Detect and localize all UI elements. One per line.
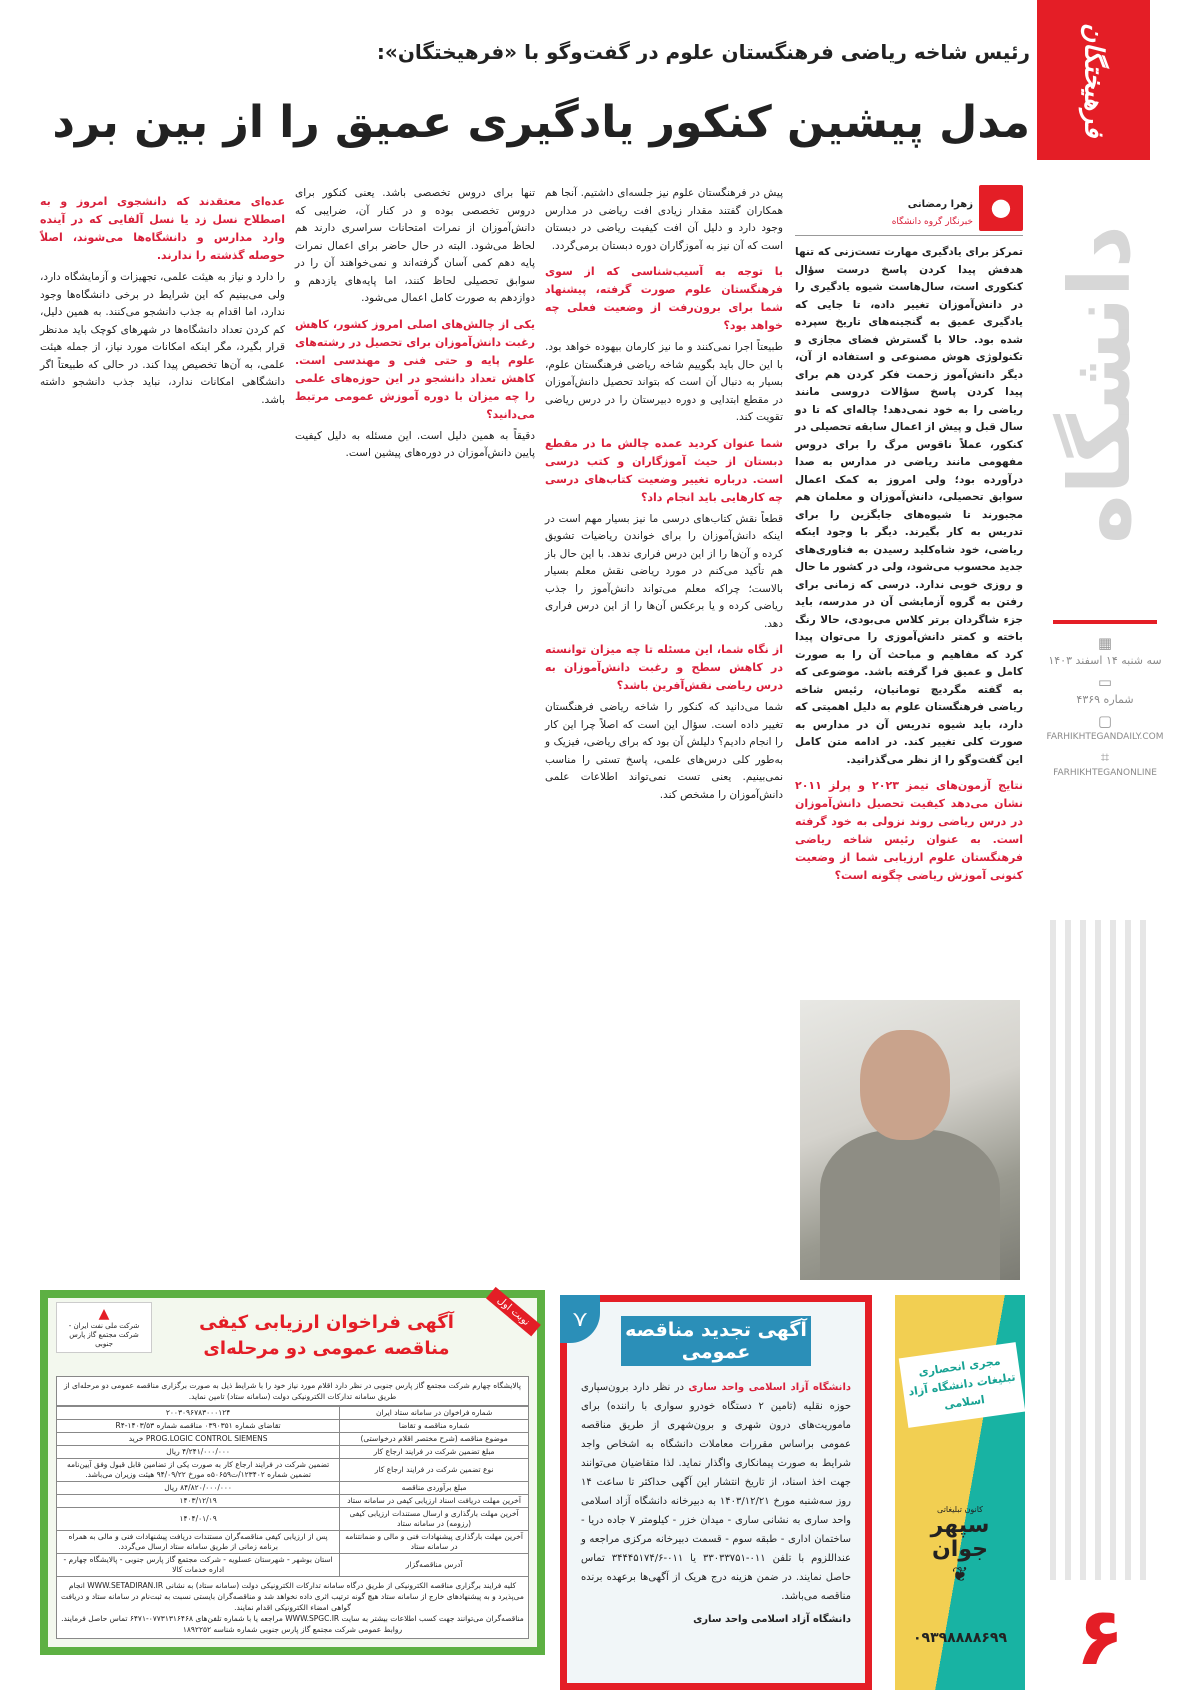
paragraph: قطعاً نقش کتاب‌های درسی ما نیز بسیار مهم است در اینکه دانش‌آموزان را برای خواندن ریاضیات تشویق کرده و آن‌ها را از این درس فراری ندهد. با این حال باز هم تأکید می‌کنم در مورد ریاضی نقش معلم بسیار بالاست؛ چراکه معلم می‌تواند دانش‌آموز را جذب ریاضی کرده و یا برعکس آن‌ها را از این درس فراری دهد. <box>545 512 783 630</box>
table-row <box>57 1495 529 1508</box>
ad-title: آگهی تجدید مناقصه عمومی <box>621 1316 811 1366</box>
paragraph: تنها برای دروس تخصصی باشد. یعنی کنکور برای دروس تخصصی بوده و در کنار آن، ضرایبی که دانش‌آموزان از نمرات امتحانات سراسری دارند هم لحاظ می‌شود. البته در حال حاضر برای اعمال نمرات پایه دهم کمی آسان گرفته‌اند و نمی‌خواهند آن را در سوابق تحصیلی لحاظ کنند، اما پایه‌های یازدهم و دوازدهم به صورت کامل اعمال می‌شود. <box>295 187 535 304</box>
nioc-logo: ▲ شرکت ملی نفت ایران - شرکت مجتمع گاز پارس جنوبی <box>56 1302 152 1353</box>
ad-signature: دانشگاه آزاد اسلامی واحد ساری <box>693 1614 851 1625</box>
tender-table <box>56 1406 529 1577</box>
row-value: تقاضای شماره ۰۳۹۰۳۵۱ مناقصه شماره ۱۴۰۳/۵۳-R۴ <box>57 1420 340 1433</box>
question-heading: شما عنوان کردید عمده چالش ما در مقطع دبستان از حیث آموزگاران و کتب درسی است. درباره تغییر وضعیت کتاب‌های درسی چه کارهایی باید انجام داد؟ <box>545 436 783 504</box>
agency-ad <box>895 1295 1025 1690</box>
article-subtitle: رئیس شاخه ریاضی فرهنگستان علوم در گفت‌وگو با «فرهیختگان»: <box>376 40 1030 64</box>
paragraph: طبیعتاً اجرا نمی‌کنند و ما نیز کارمان بیهوده خواهد بود. با این حال باید بگوییم شاخه ریاضی فرهنگستان علوم، بسیار به دنبال آن است که بتواند تحصیل دانش‌آموزان در مقطع ابتدایی و دوره دبیرستان را در درس ریاضی تقویت کند. <box>545 341 783 423</box>
table-row <box>57 1433 529 1446</box>
row-label: شماره فراخوان در سامانه ستاد ایران <box>340 1407 529 1420</box>
row-label: شماره مناقصه و تقاضا <box>340 1420 529 1433</box>
row-label: مبلغ برآوردی مناقصه <box>340 1482 529 1495</box>
table-row <box>57 1420 529 1433</box>
azad-university-emblem: ⋎ <box>560 1295 600 1343</box>
interviewee-photo <box>800 1000 1020 1280</box>
tender-ad-south-pars <box>40 1290 545 1655</box>
ad-note: کلیه فرایند برگزاری مناقصه الکترونیکی از طریق درگاه سامانه تدارکات الکترونیکی دولت (سامانه ستاد) به نشانی WWW.SETADIRAN.IR انجام می‌پذیرد و به پیشنهادهای خارج از سامانه ستاد هیچ گونه ترتیب اثری داده نخواهد شد و مناقصه‌گران بایستی نسبت به ثبت‌نام در سامانه ستاد و دریافت گواهی امضاء الکترونیکی اقدام نمایند. <box>61 1581 524 1612</box>
question-heading: از نگاه شما، این مسئله تا چه میزان توانسته در کاهش سطح و رغبت دانش‌آموزان به درس ریاضی نقش‌آفرین باشد؟ <box>545 643 783 692</box>
section-title: دانشگاه <box>1051 225 1149 545</box>
ad-note: مناقصه‌گران می‌توانند جهت کسب اطلاعات بیشتر به سایت WWW.SPGC.IR مراجعه یا با شماره تلفن‌های ۰۷۷۳۱۳۱۶۴۶۸-۶۴۷۱ تماس حاصل فرمایند. <box>61 1614 524 1623</box>
row-value: ۲۰۰۳۰۹۶۷۸۳۰۰۰۱۲۴ <box>57 1407 340 1420</box>
agency-phone[interactable]: ۰۹۳۹۸۸۸۸۶۹۹ <box>913 1630 1007 1646</box>
divider <box>1053 620 1157 624</box>
row-value: ۱۴۰۴/۰۱/۰۹ <box>57 1508 340 1531</box>
paragraph: دقیقاً به همین دلیل است. این مسئله به دلیل کیفیت پایین دانش‌آموزان در دوره‌های پیشین است. <box>295 429 535 459</box>
row-label: موضوع مناقصه (شرح مختصر اقلام درخواستی) <box>340 1433 529 1446</box>
ad-note: روابط عمومی شرکت مجتمع گاز پارس جنوبی شماره شناسه ۱۸۹۲۲۵۲ <box>182 1625 403 1634</box>
row-value: استان بوشهر - شهرستان عسلویه - شرکت مجتمع گاز پارس جنوبی - پالایشگاه چهارم - اداره خدمات کالا <box>57 1554 340 1577</box>
question-heading: عده‌ای معتقدند که دانشجوی امروز و به اصطلاح نسل زد یا نسل آلفایی که در آینده وارد مدارس و دانشگاه‌ها می‌شوند، اصلاً حوصله گذشته را ندارند. <box>40 195 285 262</box>
article-column-2 <box>545 185 783 810</box>
question-heading: نتایج آزمون‌های تیمز ۲۰۲۳ و پرلز ۲۰۱۱ نشان می‌دهد کیفیت تحصیل دانش‌آموزان در درس ریاضی روند نزولی به خود گرفته است. به عنوان رئیس شاخه ریاضی فرهنگستان علوم ارزیابی شما از وضعیت کنونی آموزش ریاضی چگونه است؟ <box>795 779 1023 882</box>
question-heading: یکی از چالش‌های اصلی امروز کشور، کاهش رغبت دانش‌آموزان برای تحصیل در رشته‌های علوم پایه و حتی فنی و مهندسی است. کاهش تعداد دانشجو در این حوزه‌های علمی را چه میزان با دوره آموزش عمومی مرتبط می‌دانید؟ <box>295 317 535 421</box>
article-headline: مدل پیشین کنکور یادگیری عمیق را از بین برد <box>52 97 1030 148</box>
paragraph: را دارد و نیاز به هیئت علمی، تجهیزات و آزمایشگاه دارد، ولی می‌بینیم که این شرایط در برخی دانشگاه‌ها وجود ندارد، اما اقدام به جذب دانشجو می‌کنند. به همین دلیل، کم کردن تعداد دانشگاه‌ها در شهرهای کوچک باید مدنظر قرار بگیرد، مگر اینکه امکانات مورد نیاز، از جمله هیئت علمی، به آن‌ها تخصیص پیدا کند. در حالی که طبیعتاً اگر دانشگاهی امکانات ندارد، نباید جذب دانشجو داشته باشد. <box>40 271 285 406</box>
calendar-icon: ▦ <box>1097 634 1113 652</box>
article-column-4 <box>40 185 285 415</box>
ad-title: آگهی فراخوان ارزیابی کیفی مناقصه عمومی دو مرحله‌ای <box>199 1312 454 1359</box>
newspaper-logo: فرهیختگان <box>1037 0 1150 160</box>
author-byline <box>795 185 1023 236</box>
ad-body: دانشگاه آزاد اسلامی واحد ساری در نظر دارد برون‌سپاری حوزه نقلیه (تامین ۲ دستگاه خودرو سواری با راننده) برای ماموریت‌های درون شهری و برون‌شهری از طریق مناقصه عمومی براساس مقررات معاملات دانشگاه به اشخاص واجد شرایط به صورت پیمانکاری واگذار نماید. لذا متقاضیان می‌توانند جهت اخذ اسناد، از تاریخ انتشار این آگهی حداکثر تا ساعت ۱۴ روز سه‌شنبه مورخ ۱۴۰۳/۱۲/۲۱ به دبیرخانه دانشگاه آزاد اسلامی واحد ساری به نشانی ساری - میدان خزر - کیلومتر ۷ جاده دریا - ساختمان اداری - طبقه سوم - قسمت دبیرخانه مرکزی مراجعه و عنداللزوم با تلفن ۰۱۱-۳۳۰۳۳۷۵۱ یا ۰۱۱-۳۴۴۴۵۱۷۴/۶ تماس حاصل نمایند. در ضمن هزینه درج هریک از آگهی‌ها برعهده برنده مناقصه می‌باشد. <box>581 1382 852 1602</box>
table-row <box>57 1531 529 1554</box>
table-row <box>57 1446 529 1459</box>
row-label: آخرین مهلت دریافت اسناد ارزیابی کیفی در سامانه ستاد <box>340 1495 529 1508</box>
table-row <box>57 1508 529 1531</box>
question-heading: با توجه به آسیب‌شناسی که از سوی فرهنگستان علوم صورت گرفته، پیشنهاد شما برای برون‌رفت از وضعیت فعلی چه خواهد بود؟ <box>545 265 783 332</box>
website-link[interactable]: FARHIKHTEGANDAILY.COM <box>1046 732 1164 742</box>
website-icon: ▢ <box>1097 712 1113 730</box>
issue-number-icon: ▭ <box>1097 673 1113 691</box>
issue-date: سه شنبه ۱۴ اسفند ۱۴۰۳ <box>1048 654 1162 667</box>
agency-tagline: مجری انحصاری تبلیغات دانشگاه آزاد اسلامی <box>899 1342 1026 1428</box>
paragraph: شما می‌دانید که کنکور را شاخه ریاضی فرهنگستان تغییر داده است. سؤال این است که اصلاً چرا این کار را انجام دادیم؟ دلیلش آن بود که برای ریاضی، فیزیک و به‌طور کلی درس‌های علمی، پاسخ تستی را مناسب نمی‌بینیم. یعنی تست نمی‌تواند اطلاعات علمی دانش‌آموزان را مشخص کند. <box>545 701 783 801</box>
table-row <box>57 1554 529 1577</box>
row-label: مبلغ تضمین شرکت در فرایند ارجاع کار <box>340 1446 529 1459</box>
author-name: زهرا رمضانی <box>907 199 973 210</box>
row-label: آخرین مهلت بارگذاری پیشنهادات فنی و مالی و ضمانتنامه در سامانه ستاد <box>340 1531 529 1554</box>
decorative-stripes <box>1050 920 1150 1580</box>
row-label: آدرس مناقصه‌گزار <box>340 1554 529 1577</box>
agency-brand <box>905 1505 1015 1586</box>
row-value: ۱۴۰۳/۱۲/۱۹ <box>57 1495 340 1508</box>
article-lead: تمرکز برای یادگیری مهارت تست‌زنی که تنها هدفش پیدا کردن پاسخ درست سؤال کنکوری است، سال‌هاست شیوه یادگیری را در دانش‌آموزان تغییر داده، تا جایی که یادگیری عمیق به گنجینه‌های تاریخ سپرده شده بود. حالا با گسترش فضای مجازی و تکنولوژی هوش مصنوعی و استفاده از آن، دیگر دانش‌آموز زحمت فکر کردن هم برای پیدا کردن پاسخ سؤالات دروسی مانند ریاضی را به خود نمی‌دهد! چاله‌ای که تا دو سال قبل و پیش از اعمال سابقه تحصیلی در کنکور، عملاً ناقوس مرگ را برای دروس مفهومی مانند ریاضی در مدارس به صدا درآورده بود؛ ولی امروز به کمک اعمال سوابق تحصیلی، دانش‌آموزان و معلمان هم مجبورند تا شیوه‌های جایگزین را برای تدریس به کار بگیرند. دیگر با وجود اینکه ریاضی، خود شاه‌کلید رسیدن به فناوری‌های جدید محسوب می‌شود، ولی در کشور ما حال و روزی خوبی ندارد. درسی که زمانی برای رفتن به گروه آزمایشی آن در مدرسه، باید جزء شاگردان برتر کلاس می‌بودی، حالا رنگ باخته و کمتر دانش‌آموزی را می‌توان پیدا کرد که مفاهیم و مباحث آن را به صورت کامل و عمیق فرا گرفته باشد. موضوعی که به گفته مگردیچ تومانیان، رئیس شاخه ریاضی فرهنگستان علوم به دلیل اهمیتی که دارد، باید شیوه تدریس آن در مدارس به صورت کلی تغییر کند. در ادامه متن کامل این گفت‌وگو را از نظر می‌گذرانید. <box>795 246 1023 766</box>
tender-ad-azad-university <box>560 1295 872 1690</box>
flame-icon: ▲ <box>98 1306 110 1322</box>
row-label: آخرین مهلت بارگذاری و ارسال مستندات ارزیابی کیفی (رزومه) در سامانه ستاد <box>340 1508 529 1531</box>
leaf-icon: ❦ <box>951 1562 969 1586</box>
row-value: ۸۴/۸۲۰/۰۰۰/۰۰۰ ریال <box>57 1482 340 1495</box>
agency-name: سپهر جوان <box>930 1513 990 1562</box>
ad-intro: پالایشگاه چهارم شرکت مجتمع گاز پارس جنوبی در نظر دارد اقلام مورد نیاز خود را با شرایط ذیل به صورت برگزاری مناقصه عمومی دو مرحله‌ای از طریق سامانه تدارکات الکترونیکی دولت (سامانه ستاد) تامین نماید. <box>56 1376 529 1406</box>
row-value: پس از ارزیابی کیفی مناقصه‌گران مستندات دریافت پیشنهادات فنی و مالی به همراه برنامه زمانی از طریق سامانه ستاد ارسال می‌گردد. <box>57 1531 340 1554</box>
issue-number: شماره ۴۳۶۹ <box>1076 693 1134 706</box>
row-value: تضمین شرکت در فرایند ارجاع کار به صورت یکی از تضامین قابل قبول وفق آیین‌نامه تضمین شماره ۱۲۳۴۰۲/ت۵۰۶۵۹ه مورخ ۹۴/۰۹/۲۲ هیئت وزیران می‌باشد. <box>57 1459 340 1482</box>
page-number: ۶ <box>1075 1590 1125 1683</box>
table-row <box>57 1407 529 1420</box>
social-handle[interactable]: FARHIKHTEGANONLINE <box>1053 768 1157 778</box>
paragraph: پیش در فرهنگستان علوم نیز جلسه‌ای داشتیم. آنجا هم همکاران گفتند مقدار زیادی افت ریاضی در مدارس وجود دارد و دلیل آن افت کیفیت ریاضی در دبستان است که آن نیز به آموزگاران دوره دبستان برمی‌گردد. <box>545 187 783 252</box>
ad-ribbon: نوبت اول <box>486 1287 541 1336</box>
social-icon: ⌗ <box>1100 748 1110 766</box>
agency-label: کانون تبلیغاتی <box>937 1505 983 1514</box>
table-row <box>57 1482 529 1495</box>
author-avatar: ● <box>979 185 1023 231</box>
row-value: ۴/۲۴۱/۰۰۰/۰۰۰ ریال <box>57 1446 340 1459</box>
row-label: نوع تضمین شرکت در فرایند ارجاع کار <box>340 1459 529 1482</box>
author-role: خبرنگار گروه دانشگاه <box>891 216 973 227</box>
row-value: PROG.LOGIC CONTROL SIEMENS خرید <box>57 1433 340 1446</box>
issue-info <box>1045 620 1165 778</box>
ad-notes <box>56 1577 529 1639</box>
table-row <box>57 1459 529 1482</box>
article-column-1 <box>795 185 1023 889</box>
article-column-3 <box>295 185 535 469</box>
